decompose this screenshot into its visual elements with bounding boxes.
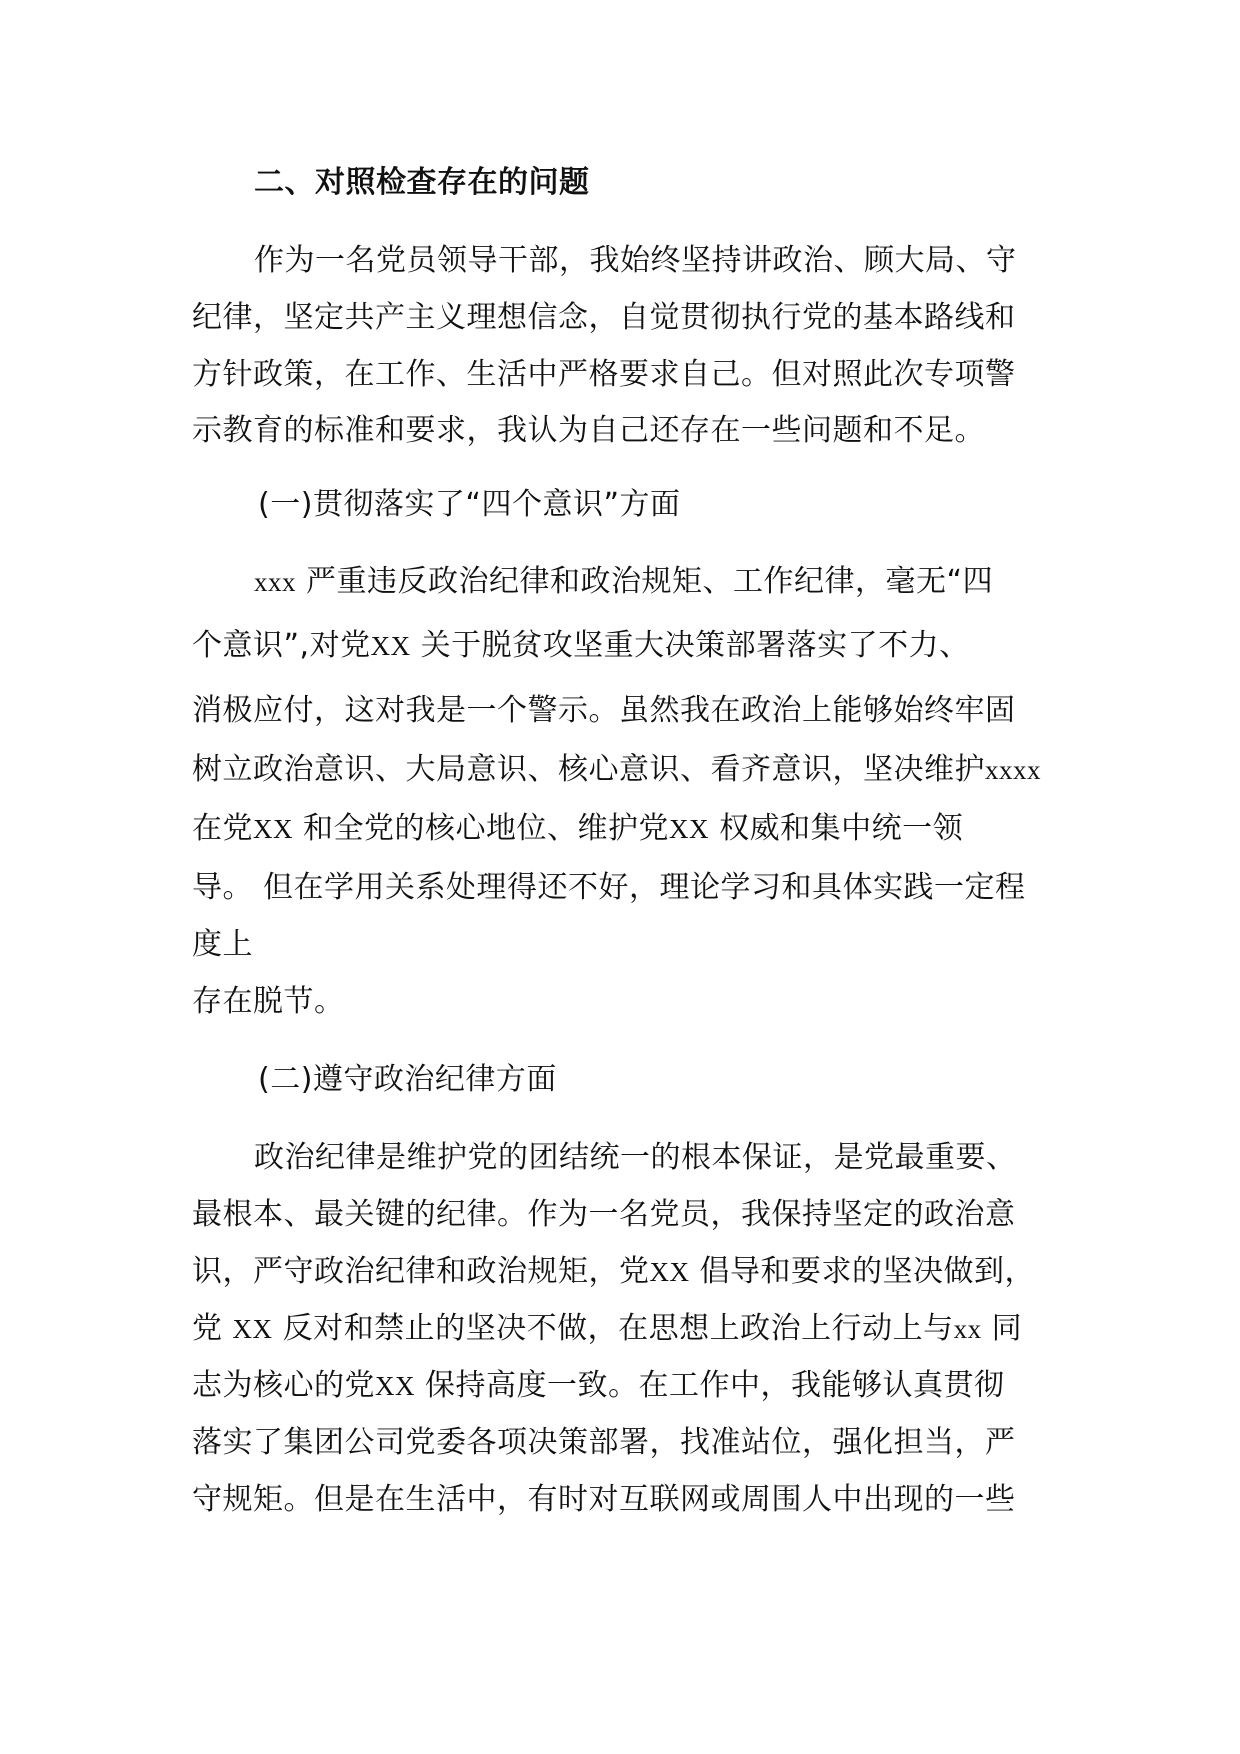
text-segment: 倡导和要求的坚决做到， xyxy=(689,1254,1036,1289)
text-segment: 在党 xyxy=(192,811,253,846)
text-segment: 关于脱贫攻坚重大决策部署落实了不力、 xyxy=(410,628,970,663)
text-segment: 反对和禁止的坚决不做，在思想上政治上行动上与 xyxy=(272,1311,954,1346)
placeholder-text: XX xyxy=(253,814,293,844)
text-line: 示教育的标准和要求，我认为自己还存在一些问题和不足。 xyxy=(192,413,985,448)
placeholder-text: XX xyxy=(669,814,710,844)
text-line xyxy=(192,1309,1022,1349)
text-segment: 保持高度一致。在工作中，我能够认真贯彻 xyxy=(415,1368,1005,1403)
text-segment: 志为核心的党 xyxy=(192,1368,375,1403)
text-line: 方针政策，在工作、生活中严格要求自己。但对照此次专项警 xyxy=(192,357,1016,392)
subsection-title-1: (一)贯彻落实了“四个意识”方面 xyxy=(258,487,681,522)
text-segment: 树立政治意识、大局意识、核心意识、看齐意识，坚决维护 xyxy=(192,752,985,787)
text-line: 守规矩。但是在生活中，有时对互联网或周围人中出现的一些 xyxy=(192,1482,1016,1517)
text-line: 导。 但在学用关系处理得还不好，理论学习和具体实践一定程 xyxy=(192,870,1026,905)
text-line: 最根本、最关键的纪律。作为一名党员，我保持坚定的政治意 xyxy=(192,1197,1016,1232)
text-segment: 党 xyxy=(192,1311,233,1346)
placeholder-text: xx xyxy=(953,1314,982,1344)
text-line xyxy=(192,750,1041,790)
placeholder-text: XX xyxy=(370,631,411,661)
section-heading: 二、对照检查存在的问题 xyxy=(254,165,590,200)
text-segment: 严重违反政治纪律和政治规矩、工作纪律，毫无“四 xyxy=(296,564,994,599)
placeholder-text: XX xyxy=(375,1371,415,1401)
text-line: 度上 xyxy=(192,927,253,962)
text-line xyxy=(192,1252,1035,1292)
text-line: 作为一名党员领导干部，我始终坚持讲政治、顾大局、守 xyxy=(254,243,1017,278)
text-line xyxy=(192,1366,1005,1406)
text-segment: 识，严守政治纪律和政治规矩，党 xyxy=(192,1254,650,1289)
placeholder-text: xxx xyxy=(254,567,296,597)
text-line: 落实了集团公司党委各项决策部署，找准站位，强化担当，严 xyxy=(192,1425,1016,1460)
text-line xyxy=(192,809,963,849)
text-segment: 个意识”,对党 xyxy=(192,628,371,663)
text-line: 存在脱节。 xyxy=(192,984,345,1019)
placeholder-text: xxxx xyxy=(985,755,1041,785)
placeholder-text: XX xyxy=(232,1314,273,1344)
text-line: 纪律，坚定共产主义理想信念，自觉贯彻执行党的基本路线和 xyxy=(192,300,1016,335)
text-segment: 同 xyxy=(981,1311,1023,1346)
text-segment: 权威和集中统一领 xyxy=(709,811,964,846)
text-line xyxy=(254,562,993,602)
text-segment: 和全党的核心地位、维护党 xyxy=(293,811,670,846)
text-line xyxy=(192,626,970,666)
text-line: 消极应付，这对我是一个警示。虽然我在政治上能够始终牢固 xyxy=(192,693,1016,728)
placeholder-text: XX xyxy=(649,1257,690,1287)
text-line: 政治纪律是维护党的团结统一的根本保证，是党最重要、 xyxy=(254,1140,1017,1175)
subsection-title-2: (二)遵守政治纪律方面 xyxy=(258,1062,557,1097)
